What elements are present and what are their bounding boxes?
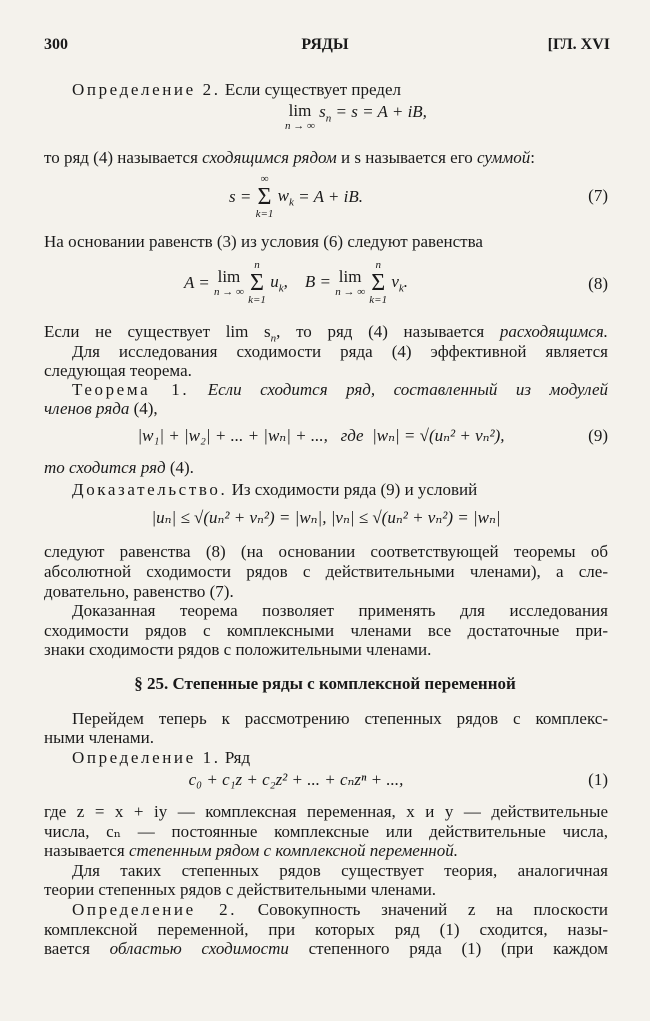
- definition-label: Определение 2.: [72, 80, 221, 99]
- equation-number-9: (9): [588, 426, 608, 445]
- theorem-1-line: Теорема 1. Если сходится ряд, составленный из модулей: [72, 380, 608, 399]
- where-line-2: числа, cₙ — постоянные комплексные или действительные числа,: [44, 822, 608, 841]
- page-number: 300: [44, 36, 68, 53]
- theorem-conclusion: то сходится ряд (4).: [44, 458, 194, 477]
- divergent-definition-line: Если не существует $\lim s_n$, то ряд (4) называется расходящимся.: [44, 322, 608, 345]
- proof-inequality: |uₙ| ≤ √(uₙ² + vₙ²) = |wₙ|, |vₙ| ≤ √(uₙ² + vₙ²) = |wₙ|: [151, 508, 501, 527]
- proof-text-5: сходимости рядов с комплексными членами все достаточные при-: [44, 621, 608, 640]
- equation-8: A = lim n → ∞ n Σ k=1 $u_k$, B = lim n → ∞ n Σ k=1 $v_k$. (8): [183, 259, 608, 306]
- study-line-2: следующая теорема.: [44, 361, 192, 380]
- definition-2b-label: Определение 2.: [72, 900, 238, 919]
- proof-text-1: следуют равенства (8) (на основании соответствующей теоремы об: [44, 542, 608, 561]
- where-line-1: где z = x + iy — комплексная переменная, x и y — действительные: [44, 802, 608, 821]
- definition-2b-line: Определение 2. Совокупность значений z на плоскости: [72, 900, 608, 919]
- equation-9: |w₁| + |w₂| + ... + |wₙ| + ..., где |wₙ| = √(uₙ² + vₙ²), (9): [137, 426, 608, 445]
- proof-label: Доказательство.: [72, 480, 228, 499]
- proof-text-2: абсолютной сходимости рядов с действительными членами), а сле-: [44, 562, 608, 581]
- equation-number-7: (7): [588, 186, 608, 205]
- basis-line: На основании равенств (3) из условия (6) следуют равенства: [44, 232, 483, 251]
- equation-number-8: (8): [588, 274, 608, 293]
- theorem-label: Теорема 1.: [72, 380, 190, 399]
- definition-1-line: Определение 1. Ряд: [72, 748, 251, 767]
- theory-line-2: теории степенных рядов с действительными членами.: [44, 880, 437, 899]
- definition-2-line: Определение 2. Если существует предел: [72, 80, 401, 99]
- definition-2b-text-2: вается областью сходимости степенного ряда (1) (при каждом: [44, 939, 608, 958]
- proof-text-6: знаки сходимости рядов с положительными членами.: [44, 640, 432, 659]
- lim-operator: lim n → ∞: [285, 101, 315, 132]
- proof-line: Доказательство. Из сходимости ряда (9) и условий: [72, 480, 478, 499]
- section-intro-1: Перейдем теперь к рассмотрению степенных рядов с комплекс-: [72, 709, 608, 728]
- equation-1: c₀ + c₁z + c₂z² + ... + cₙzⁿ + ..., (1): [188, 770, 608, 789]
- theorem-1-line-2: членов ряда (4),: [44, 399, 158, 418]
- equation-number-1: (1): [588, 770, 608, 789]
- where-line-3: называется степенным рядом с комплексной переменной.: [44, 841, 458, 860]
- equation-7: s = ∞ Σ k=1 $w_k = A$ + iB. (7): [229, 173, 608, 220]
- section-heading: § 25. Степенные ряды с комплексной переменной: [134, 674, 516, 693]
- study-line-1: Для исследования сходимости ряда (4) эффективной является: [72, 342, 608, 361]
- definition-2b-text-1: комплексной переменной, при которых ряд (1) сходится, назы-: [44, 920, 608, 939]
- section-intro-2: ными членами.: [44, 728, 154, 747]
- theory-line-1: Для таких степенных рядов существует теория, аналогичная: [72, 861, 608, 880]
- running-title: РЯДЫ: [301, 36, 349, 53]
- definition-1-label: Определение 1.: [72, 748, 221, 767]
- sum-operator: ∞ Σ k=1: [255, 173, 274, 220]
- convergent-definition-line: то ряд (4) называется сходящимся рядом и s называется его суммой:: [44, 148, 535, 167]
- proof-text-3: довательно, равенство (7).: [44, 582, 234, 601]
- chapter-label: [ГЛ. XVI: [547, 36, 610, 53]
- limit-equation: lim n → ∞ $s_n = s = A$ + iB,: [285, 101, 427, 132]
- proof-text-4: Доказанная теорема позволяет применять для исследования: [72, 601, 608, 620]
